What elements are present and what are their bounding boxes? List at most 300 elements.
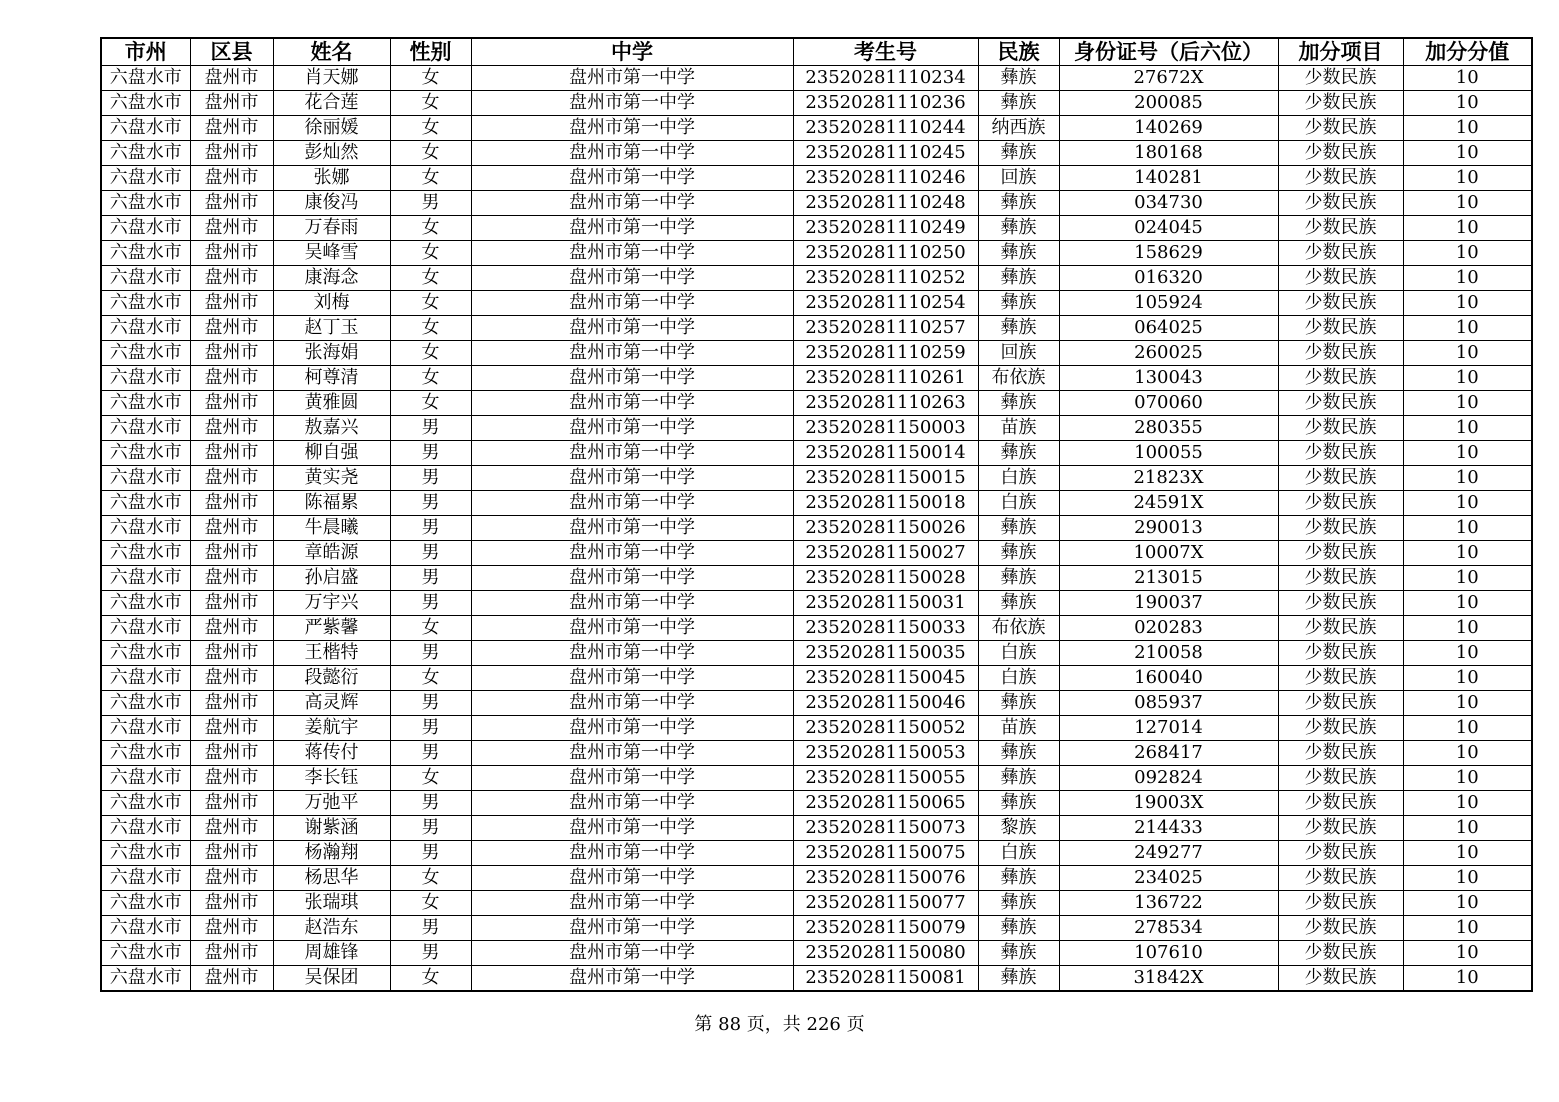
cell-district: 盘州市: [190, 541, 273, 566]
cell-school: 盘州市第一中学: [471, 566, 793, 591]
cell-name: 张娜: [273, 166, 390, 191]
cell-bonus-item: 少数民族: [1278, 766, 1403, 791]
cell-bonus-points: 10: [1403, 116, 1532, 141]
cell-district: 盘州市: [190, 266, 273, 291]
table-row: [101, 316, 1532, 341]
cell-bonus-points: 10: [1403, 216, 1532, 241]
cell-school: 盘州市第一中学: [471, 891, 793, 916]
cell-id-suffix: 016320: [1059, 266, 1278, 291]
cell-district: 盘州市: [190, 566, 273, 591]
cell-ethnicity: 彝族: [978, 316, 1059, 341]
table-body: [101, 66, 1532, 992]
cell-bonus-points: 10: [1403, 766, 1532, 791]
cell-school: 盘州市第一中学: [471, 766, 793, 791]
cell-school: 盘州市第一中学: [471, 491, 793, 516]
cell-gender: 女: [390, 766, 471, 791]
cell-bonus-item: 少数民族: [1278, 691, 1403, 716]
cell-bonus-item: 少数民族: [1278, 591, 1403, 616]
cell-id-suffix: 127014: [1059, 716, 1278, 741]
cell-city: 六盘水市: [101, 516, 190, 541]
cell-ethnicity: 纳西族: [978, 116, 1059, 141]
cell-school: 盘州市第一中学: [471, 366, 793, 391]
cell-exam-number: 23520281150031: [793, 591, 978, 616]
cell-exam-number: 23520281150052: [793, 716, 978, 741]
cell-school: 盘州市第一中学: [471, 341, 793, 366]
cell-name: 陈福累: [273, 491, 390, 516]
table-row: [101, 516, 1532, 541]
cell-district: 盘州市: [190, 341, 273, 366]
cell-bonus-item: 少数民族: [1278, 516, 1403, 541]
cell-gender: 女: [390, 316, 471, 341]
cell-exam-number: 23520281110259: [793, 341, 978, 366]
cell-id-suffix: 27672X: [1059, 66, 1278, 91]
cell-ethnicity: 彝族: [978, 741, 1059, 766]
cell-id-suffix: 100055: [1059, 441, 1278, 466]
cell-city: 六盘水市: [101, 491, 190, 516]
cell-city: 六盘水市: [101, 766, 190, 791]
table-row: [101, 141, 1532, 166]
cell-city: 六盘水市: [101, 541, 190, 566]
cell-bonus-item: 少数民族: [1278, 566, 1403, 591]
cell-exam-number: 23520281150046: [793, 691, 978, 716]
cell-bonus-item: 少数民族: [1278, 916, 1403, 941]
cell-district: 盘州市: [190, 816, 273, 841]
cell-exam-number: 23520281150065: [793, 791, 978, 816]
cell-school: 盘州市第一中学: [471, 266, 793, 291]
cell-name: 黄雅圆: [273, 391, 390, 416]
cell-city: 六盘水市: [101, 241, 190, 266]
table-row: [101, 891, 1532, 916]
cell-exam-number: 23520281110257: [793, 316, 978, 341]
cell-school: 盘州市第一中学: [471, 391, 793, 416]
cell-district: 盘州市: [190, 441, 273, 466]
cell-city: 六盘水市: [101, 466, 190, 491]
table-row: [101, 241, 1532, 266]
table-row: [101, 341, 1532, 366]
cell-exam-number: 23520281110248: [793, 191, 978, 216]
cell-bonus-item: 少数民族: [1278, 941, 1403, 966]
cell-gender: 男: [390, 591, 471, 616]
column-header-ethnicity: 民族: [978, 38, 1059, 66]
cell-bonus-points: 10: [1403, 666, 1532, 691]
cell-city: 六盘水市: [101, 666, 190, 691]
cell-school: 盘州市第一中学: [471, 666, 793, 691]
cell-name: 杨思华: [273, 866, 390, 891]
cell-city: 六盘水市: [101, 866, 190, 891]
cell-school: 盘州市第一中学: [471, 441, 793, 466]
cell-bonus-points: 10: [1403, 916, 1532, 941]
cell-bonus-item: 少数民族: [1278, 116, 1403, 141]
cell-city: 六盘水市: [101, 191, 190, 216]
table-row: [101, 791, 1532, 816]
cell-city: 六盘水市: [101, 91, 190, 116]
table-row: [101, 441, 1532, 466]
table-row: [101, 841, 1532, 866]
cell-bonus-item: 少数民族: [1278, 366, 1403, 391]
cell-id-suffix: 290013: [1059, 516, 1278, 541]
cell-exam-number: 23520281110261: [793, 366, 978, 391]
cell-district: 盘州市: [190, 416, 273, 441]
table-row: [101, 966, 1532, 992]
cell-name: 敖嘉兴: [273, 416, 390, 441]
cell-ethnicity: 彝族: [978, 541, 1059, 566]
cell-district: 盘州市: [190, 91, 273, 116]
cell-school: 盘州市第一中学: [471, 216, 793, 241]
cell-city: 六盘水市: [101, 566, 190, 591]
cell-bonus-points: 10: [1403, 566, 1532, 591]
cell-bonus-points: 10: [1403, 641, 1532, 666]
cell-bonus-points: 10: [1403, 91, 1532, 116]
cell-exam-number: 23520281150076: [793, 866, 978, 891]
table-row: [101, 66, 1532, 91]
table-row: [101, 741, 1532, 766]
cell-bonus-item: 少数民族: [1278, 866, 1403, 891]
cell-exam-number: 23520281150026: [793, 516, 978, 541]
column-header-name: 姓名: [273, 38, 390, 66]
cell-id-suffix: 140269: [1059, 116, 1278, 141]
cell-bonus-item: 少数民族: [1278, 391, 1403, 416]
cell-ethnicity: 彝族: [978, 141, 1059, 166]
cell-bonus-item: 少数民族: [1278, 741, 1403, 766]
cell-district: 盘州市: [190, 291, 273, 316]
cell-id-suffix: 085937: [1059, 691, 1278, 716]
table-row: [101, 491, 1532, 516]
cell-bonus-item: 少数民族: [1278, 166, 1403, 191]
cell-id-suffix: 105924: [1059, 291, 1278, 316]
cell-district: 盘州市: [190, 116, 273, 141]
cell-gender: 男: [390, 741, 471, 766]
cell-bonus-points: 10: [1403, 616, 1532, 641]
cell-gender: 女: [390, 366, 471, 391]
cell-school: 盘州市第一中学: [471, 966, 793, 992]
cell-name: 赵浩东: [273, 916, 390, 941]
cell-name: 周雄锋: [273, 941, 390, 966]
table-row: [101, 716, 1532, 741]
cell-district: 盘州市: [190, 666, 273, 691]
cell-id-suffix: 249277: [1059, 841, 1278, 866]
cell-district: 盘州市: [190, 941, 273, 966]
cell-bonus-points: 10: [1403, 716, 1532, 741]
cell-district: 盘州市: [190, 841, 273, 866]
cell-id-suffix: 024045: [1059, 216, 1278, 241]
cell-city: 六盘水市: [101, 216, 190, 241]
cell-school: 盘州市第一中学: [471, 916, 793, 941]
cell-ethnicity: 布依族: [978, 366, 1059, 391]
cell-district: 盘州市: [190, 491, 273, 516]
cell-gender: 男: [390, 916, 471, 941]
cell-city: 六盘水市: [101, 316, 190, 341]
cell-ethnicity: 彝族: [978, 391, 1059, 416]
table-row: [101, 91, 1532, 116]
cell-id-suffix: 268417: [1059, 741, 1278, 766]
cell-name: 段懿衍: [273, 666, 390, 691]
cell-exam-number: 23520281110254: [793, 291, 978, 316]
cell-school: 盘州市第一中学: [471, 141, 793, 166]
cell-ethnicity: 回族: [978, 341, 1059, 366]
cell-bonus-points: 10: [1403, 541, 1532, 566]
cell-gender: 女: [390, 966, 471, 992]
cell-gender: 男: [390, 691, 471, 716]
cell-bonus-points: 10: [1403, 166, 1532, 191]
cell-ethnicity: 彝族: [978, 216, 1059, 241]
cell-district: 盘州市: [190, 316, 273, 341]
cell-name: 孙启盛: [273, 566, 390, 591]
cell-city: 六盘水市: [101, 266, 190, 291]
cell-district: 盘州市: [190, 466, 273, 491]
table-row: [101, 641, 1532, 666]
cell-bonus-points: 10: [1403, 141, 1532, 166]
cell-name: 姜航宇: [273, 716, 390, 741]
cell-name: 刘梅: [273, 291, 390, 316]
cell-ethnicity: 彝族: [978, 916, 1059, 941]
cell-id-suffix: 260025: [1059, 341, 1278, 366]
cell-school: 盘州市第一中学: [471, 541, 793, 566]
cell-ethnicity: 彝族: [978, 91, 1059, 116]
cell-ethnicity: 彝族: [978, 191, 1059, 216]
cell-id-suffix: 136722: [1059, 891, 1278, 916]
table-header: [101, 38, 1532, 66]
cell-id-suffix: 140281: [1059, 166, 1278, 191]
cell-id-suffix: 107610: [1059, 941, 1278, 966]
cell-exam-number: 23520281150077: [793, 891, 978, 916]
cell-bonus-item: 少数民族: [1278, 341, 1403, 366]
cell-gender: 男: [390, 941, 471, 966]
cell-name: 万弛平: [273, 791, 390, 816]
cell-district: 盘州市: [190, 766, 273, 791]
table-row: [101, 941, 1532, 966]
cell-name: 康海念: [273, 266, 390, 291]
cell-exam-number: 23520281110234: [793, 66, 978, 91]
table-row: [101, 216, 1532, 241]
cell-gender: 男: [390, 816, 471, 841]
table-row: [101, 116, 1532, 141]
cell-school: 盘州市第一中学: [471, 316, 793, 341]
cell-city: 六盘水市: [101, 116, 190, 141]
column-header-district: 区县: [190, 38, 273, 66]
cell-bonus-points: 10: [1403, 691, 1532, 716]
table-row: [101, 541, 1532, 566]
cell-exam-number: 23520281110245: [793, 141, 978, 166]
cell-bonus-item: 少数民族: [1278, 491, 1403, 516]
cell-school: 盘州市第一中学: [471, 616, 793, 641]
cell-gender: 女: [390, 666, 471, 691]
cell-gender: 女: [390, 91, 471, 116]
cell-district: 盘州市: [190, 166, 273, 191]
cell-id-suffix: 213015: [1059, 566, 1278, 591]
cell-school: 盘州市第一中学: [471, 91, 793, 116]
cell-exam-number: 23520281150035: [793, 641, 978, 666]
cell-school: 盘州市第一中学: [471, 591, 793, 616]
cell-id-suffix: 092824: [1059, 766, 1278, 791]
cell-exam-number: 23520281150079: [793, 916, 978, 941]
cell-ethnicity: 彝族: [978, 241, 1059, 266]
table-row: [101, 191, 1532, 216]
cell-city: 六盘水市: [101, 141, 190, 166]
cell-name: 蒋传付: [273, 741, 390, 766]
cell-city: 六盘水市: [101, 166, 190, 191]
cell-name: 徐丽媛: [273, 116, 390, 141]
cell-school: 盘州市第一中学: [471, 816, 793, 841]
cell-school: 盘州市第一中学: [471, 866, 793, 891]
cell-ethnicity: 彝族: [978, 266, 1059, 291]
column-header-bonus-item: 加分项目: [1278, 38, 1403, 66]
cell-bonus-points: 10: [1403, 341, 1532, 366]
cell-ethnicity: 彝族: [978, 291, 1059, 316]
table-row: [101, 691, 1532, 716]
cell-bonus-points: 10: [1403, 266, 1532, 291]
cell-bonus-points: 10: [1403, 591, 1532, 616]
cell-bonus-points: 10: [1403, 866, 1532, 891]
cell-exam-number: 23520281150080: [793, 941, 978, 966]
cell-bonus-item: 少数民族: [1278, 266, 1403, 291]
cell-gender: 女: [390, 116, 471, 141]
cell-name: 花合莲: [273, 91, 390, 116]
header-row: [101, 38, 1532, 66]
cell-bonus-item: 少数民族: [1278, 641, 1403, 666]
cell-school: 盘州市第一中学: [471, 66, 793, 91]
cell-bonus-item: 少数民族: [1278, 141, 1403, 166]
cell-exam-number: 23520281150018: [793, 491, 978, 516]
cell-exam-number: 23520281150045: [793, 666, 978, 691]
cell-ethnicity: 彝族: [978, 866, 1059, 891]
cell-district: 盘州市: [190, 591, 273, 616]
cell-bonus-points: 10: [1403, 416, 1532, 441]
table-row: [101, 916, 1532, 941]
cell-gender: 男: [390, 191, 471, 216]
cell-id-suffix: 064025: [1059, 316, 1278, 341]
cell-bonus-points: 10: [1403, 391, 1532, 416]
cell-district: 盘州市: [190, 141, 273, 166]
table-row: [101, 366, 1532, 391]
cell-city: 六盘水市: [101, 591, 190, 616]
cell-bonus-points: 10: [1403, 191, 1532, 216]
cell-bonus-item: 少数民族: [1278, 891, 1403, 916]
cell-ethnicity: 彝族: [978, 566, 1059, 591]
column-header-bonus-points: 加分分值: [1403, 38, 1532, 66]
cell-ethnicity: 彝族: [978, 766, 1059, 791]
table-row: [101, 616, 1532, 641]
cell-gender: 男: [390, 541, 471, 566]
cell-school: 盘州市第一中学: [471, 516, 793, 541]
cell-exam-number: 23520281150014: [793, 441, 978, 466]
cell-district: 盘州市: [190, 516, 273, 541]
cell-exam-number: 23520281150003: [793, 416, 978, 441]
cell-exam-number: 23520281110249: [793, 216, 978, 241]
cell-gender: 女: [390, 391, 471, 416]
cell-school: 盘州市第一中学: [471, 191, 793, 216]
cell-gender: 男: [390, 791, 471, 816]
cell-name: 康俊冯: [273, 191, 390, 216]
cell-name: 柳自强: [273, 441, 390, 466]
cell-exam-number: 23520281150033: [793, 616, 978, 641]
cell-gender: 男: [390, 716, 471, 741]
cell-gender: 男: [390, 566, 471, 591]
cell-exam-number: 23520281110252: [793, 266, 978, 291]
cell-bonus-points: 10: [1403, 366, 1532, 391]
cell-bonus-points: 10: [1403, 66, 1532, 91]
cell-exam-number: 23520281150081: [793, 966, 978, 992]
cell-district: 盘州市: [190, 241, 273, 266]
cell-bonus-item: 少数民族: [1278, 966, 1403, 992]
table-row: [101, 566, 1532, 591]
cell-name: 杨瀚翔: [273, 841, 390, 866]
cell-city: 六盘水市: [101, 441, 190, 466]
cell-id-suffix: 070060: [1059, 391, 1278, 416]
cell-name: 李长钰: [273, 766, 390, 791]
cell-bonus-item: 少数民族: [1278, 841, 1403, 866]
cell-id-suffix: 24591X: [1059, 491, 1278, 516]
cell-ethnicity: 彝族: [978, 941, 1059, 966]
cell-district: 盘州市: [190, 791, 273, 816]
cell-ethnicity: 布依族: [978, 616, 1059, 641]
cell-bonus-points: 10: [1403, 291, 1532, 316]
column-header-exam-number: 考生号: [793, 38, 978, 66]
cell-bonus-item: 少数民族: [1278, 216, 1403, 241]
cell-ethnicity: 白族: [978, 491, 1059, 516]
cell-school: 盘州市第一中学: [471, 791, 793, 816]
cell-school: 盘州市第一中学: [471, 716, 793, 741]
cell-exam-number: 23520281150028: [793, 566, 978, 591]
cell-id-suffix: 190037: [1059, 591, 1278, 616]
cell-city: 六盘水市: [101, 416, 190, 441]
cell-name: 张海娟: [273, 341, 390, 366]
cell-gender: 女: [390, 341, 471, 366]
cell-city: 六盘水市: [101, 941, 190, 966]
cell-id-suffix: 31842X: [1059, 966, 1278, 992]
cell-ethnicity: 彝族: [978, 516, 1059, 541]
cell-bonus-item: 少数民族: [1278, 816, 1403, 841]
cell-bonus-item: 少数民族: [1278, 666, 1403, 691]
cell-id-suffix: 21823X: [1059, 466, 1278, 491]
cell-id-suffix: 280355: [1059, 416, 1278, 441]
cell-district: 盘州市: [190, 916, 273, 941]
cell-city: 六盘水市: [101, 741, 190, 766]
cell-city: 六盘水市: [101, 291, 190, 316]
cell-name: 高灵辉: [273, 691, 390, 716]
cell-exam-number: 23520281150073: [793, 816, 978, 841]
cell-exam-number: 23520281150055: [793, 766, 978, 791]
cell-bonus-points: 10: [1403, 466, 1532, 491]
cell-ethnicity: 白族: [978, 666, 1059, 691]
cell-name: 万春雨: [273, 216, 390, 241]
cell-id-suffix: 234025: [1059, 866, 1278, 891]
cell-bonus-item: 少数民族: [1278, 66, 1403, 91]
cell-ethnicity: 苗族: [978, 416, 1059, 441]
cell-exam-number: 23520281110246: [793, 166, 978, 191]
table-row: [101, 391, 1532, 416]
table-row: [101, 466, 1532, 491]
cell-exam-number: 23520281150015: [793, 466, 978, 491]
cell-ethnicity: 彝族: [978, 966, 1059, 992]
cell-ethnicity: 彝族: [978, 891, 1059, 916]
cell-bonus-points: 10: [1403, 891, 1532, 916]
cell-name: 柯尊清: [273, 366, 390, 391]
cell-district: 盘州市: [190, 191, 273, 216]
cell-exam-number: 23520281150027: [793, 541, 978, 566]
cell-id-suffix: 130043: [1059, 366, 1278, 391]
cell-id-suffix: 034730: [1059, 191, 1278, 216]
cell-school: 盘州市第一中学: [471, 841, 793, 866]
cell-bonus-points: 10: [1403, 791, 1532, 816]
cell-name: 吴峰雪: [273, 241, 390, 266]
column-header-id-suffix: 身份证号（后六位）: [1059, 38, 1278, 66]
cell-city: 六盘水市: [101, 916, 190, 941]
cell-exam-number: 23520281110244: [793, 116, 978, 141]
cell-id-suffix: 020283: [1059, 616, 1278, 641]
cell-district: 盘州市: [190, 66, 273, 91]
table-row: [101, 291, 1532, 316]
cell-city: 六盘水市: [101, 816, 190, 841]
